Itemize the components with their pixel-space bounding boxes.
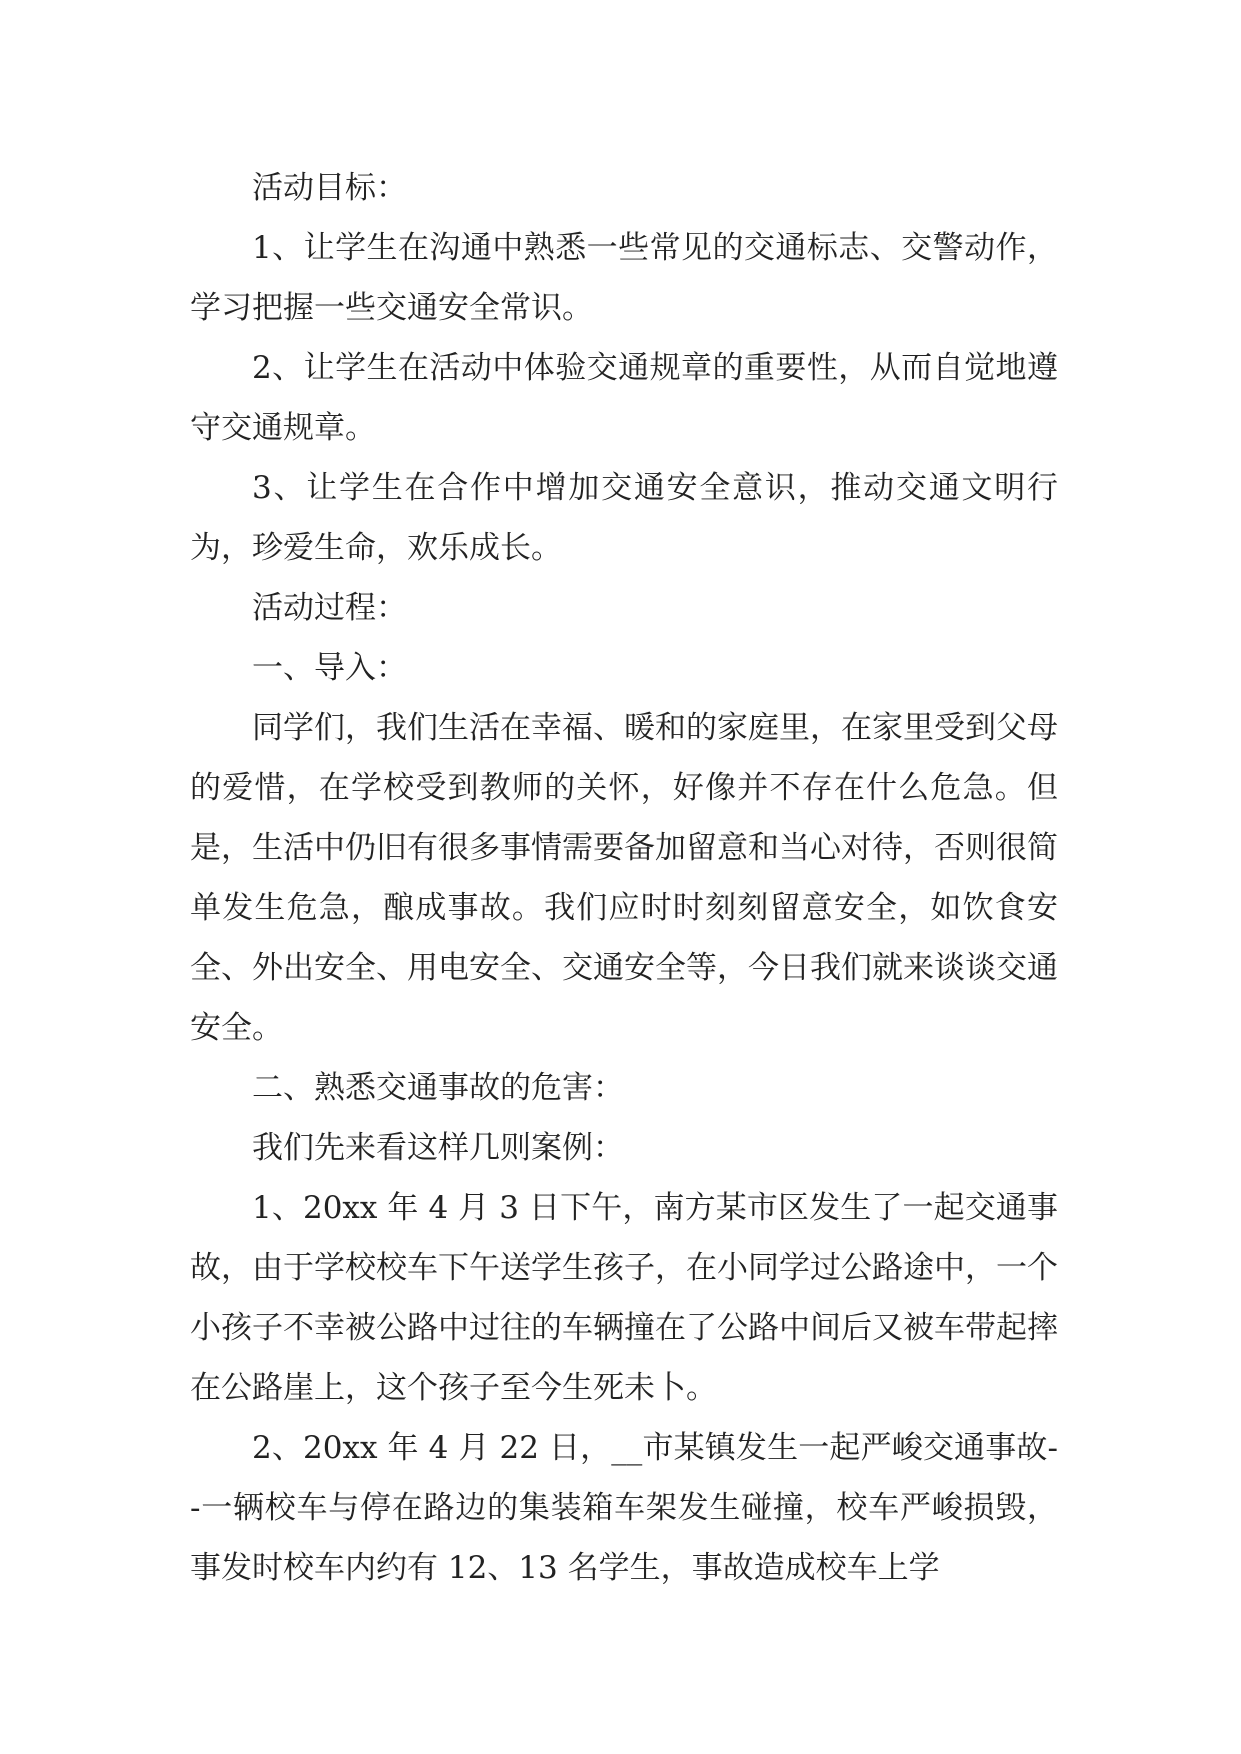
paragraph-case-2: 2、20xx 年 4 月 22 日，__市某镇发生一起严峻交通事故--一辆校车与停在路边的集装箱车架发生碰撞，校车严峻损毁，事发时校车内约有 12、13 名学生，事故造成校车上学 <box>190 1430 1058 1586</box>
document-body <box>190 158 1058 1598</box>
paragraph-section-2-heading: 二、熟悉交通事故的危害： <box>252 1070 624 1106</box>
paragraph-goal-2: 2、让学生在活动中体验交通规章的重要性，从而自觉地遵守交通规章。 <box>190 350 1058 446</box>
paragraph-goal-1: 1、让学生在沟通中熟悉一些常见的交通标志、交警动作，学习把握一些交通安全常识。 <box>190 230 1058 326</box>
paragraph-cases-intro: 我们先来看这样几则案例： <box>252 1130 624 1166</box>
paragraph-activity-process-heading: 活动过程： <box>252 590 407 626</box>
paragraph-activity-goals-heading: 活动目标： <box>252 170 407 206</box>
paragraph-goal-3: 3、让学生在合作中增加交通安全意识，推动交通文明行为，珍爱生命，欢乐成长。 <box>190 470 1058 566</box>
paragraph-introduction: 同学们，我们生活在幸福、暖和的家庭里，在家里受到父母的爱惜，在学校受到教师的关怀，好像并不存在什么危急。但是，生活中仍旧有很多事情需要备加留意和当心对待，否则很简单发生危急，酿成事故。我们应时时刻刻留意安全，如饮食安全、外出安全、用电安全、交通安全等，今日我们就来谈谈交通安全。 <box>190 710 1058 1046</box>
paragraph-section-1-heading: 一、导入： <box>252 650 407 686</box>
paragraph-case-1: 1、20xx 年 4 月 3 日下午，南方某市区发生了一起交通事故，由于学校校车下午送学生孩子，在小同学过公路途中，一个小孩子不幸被公路中过往的车辆撞在了公路中间后又被车带起摔在公路崖上，这个孩子至今生死未卜。 <box>190 1190 1058 1406</box>
